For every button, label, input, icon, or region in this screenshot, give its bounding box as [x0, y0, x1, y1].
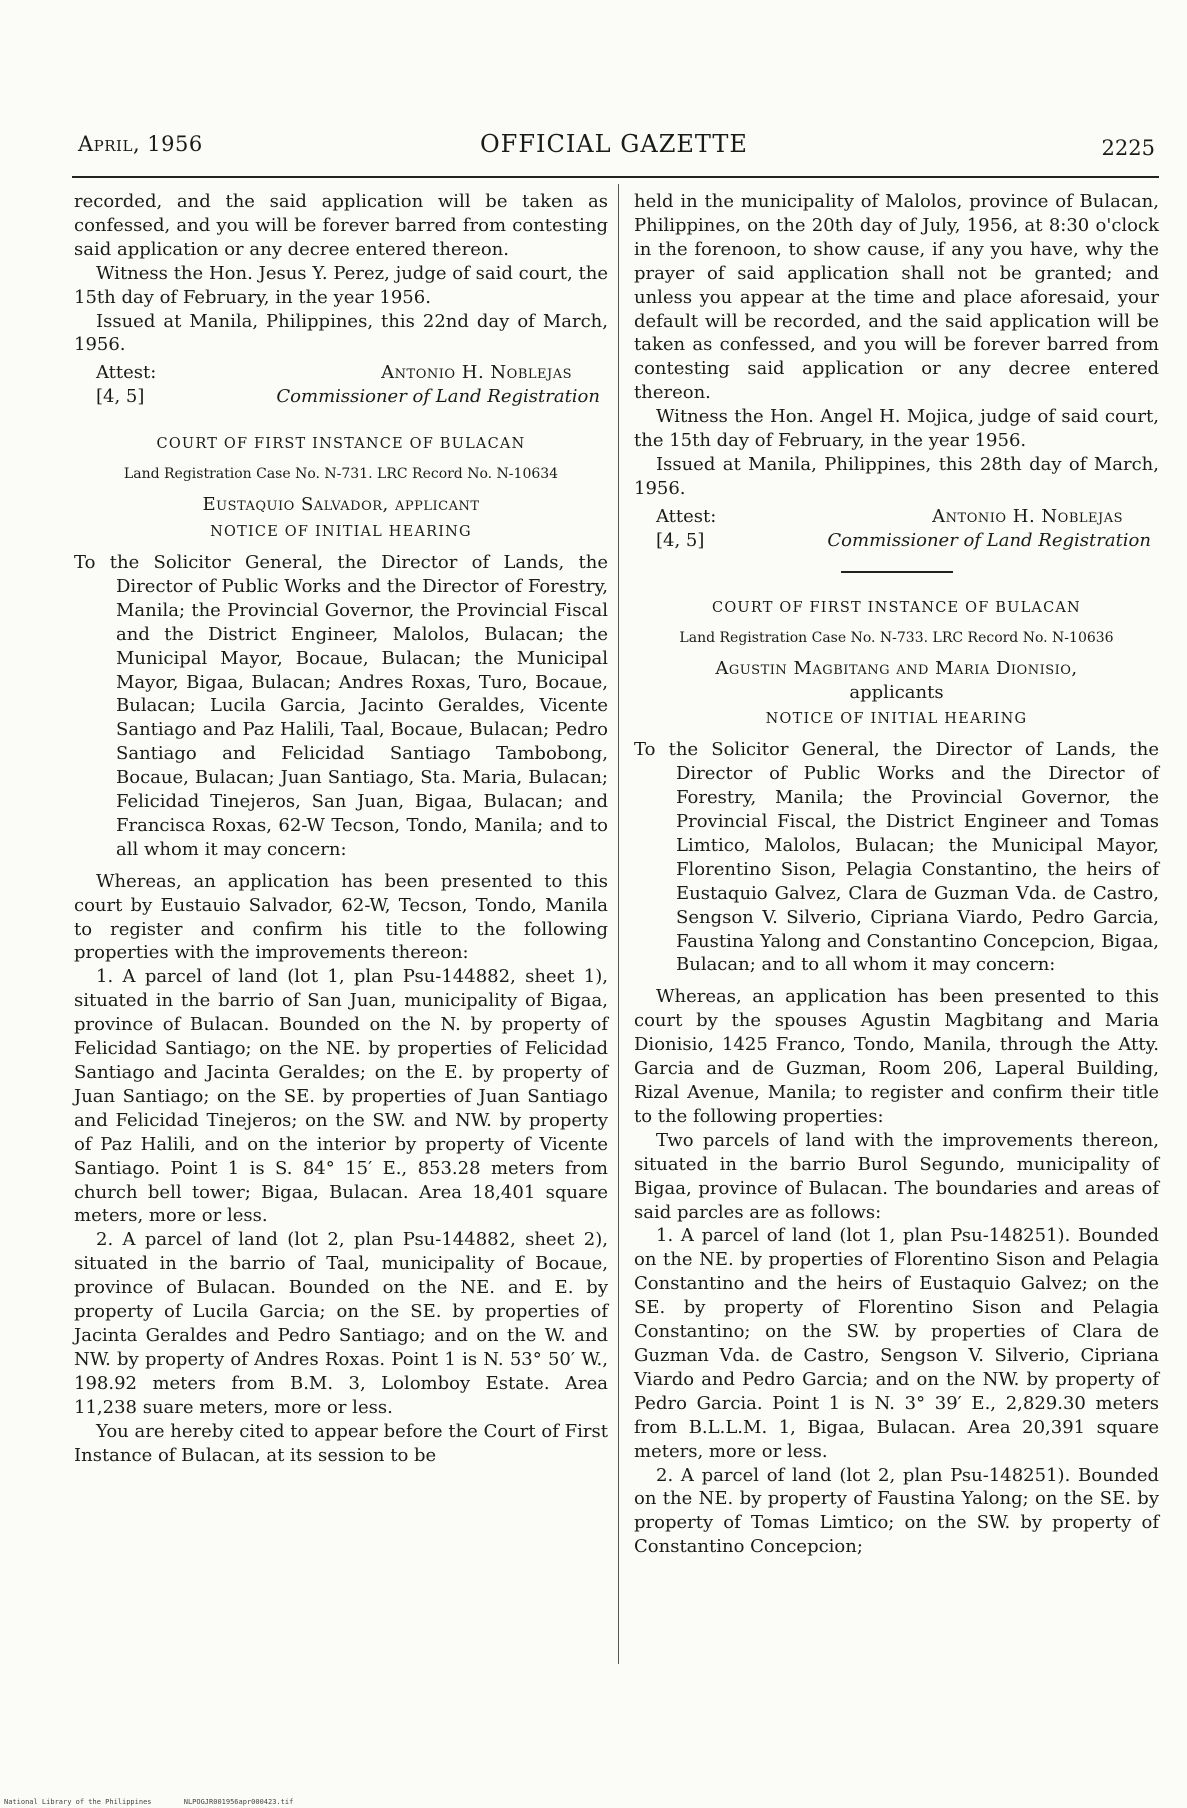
case-number: Land Registration Case No. N-733. LRC Record No. N-10636 [679, 629, 1114, 646]
cited-paragraph: You are hereby cited to appear before the Court of First Instance of Bulacan, at its session to be [74, 1420, 608, 1466]
column-divider [618, 184, 619, 1664]
issued-paragraph: Issued at Manila, Philippines, this 28th day of March, 1956. [634, 453, 1159, 499]
file-name: NLPOGJR001956apr000423.tif [183, 1798, 294, 1806]
whereas-paragraph: Whereas, an application has been presented to this court by the spouses Agustin Magbitang and Maria Dionisio, 1425 Franco, Tondo, Manila, through the Atty. Garcia and de Guzman, Room 206, Laperal Building, Rizal Avenue, Manila; to register and confirm their title to the following properties: [634, 986, 1159, 1127]
notice-heading: NOTICE OF INITIAL HEARING [210, 524, 472, 541]
witness-paragraph: Witness the Hon. Jesus Y. Perez, judge of said court, the 15th day of February, in the year 1956. [74, 262, 608, 308]
applicant-name: Agustin Magbitang and Maria Dionisio, [715, 657, 1078, 679]
court-heading: COURT OF FIRST INSTANCE OF BULACAN [156, 436, 526, 453]
case-number: Land Registration Case No. N-731. LRC Record No. N-10634 [123, 466, 559, 483]
attest-title: Commissioner of Land Registration [276, 386, 600, 408]
header-date: April, 1956 [78, 132, 203, 156]
left-column [74, 190, 608, 1467]
header-rule [72, 176, 1159, 178]
issue-number: [4, 5] [96, 386, 145, 408]
header-title: OFFICIAL GAZETTE [480, 130, 748, 158]
right-column [634, 190, 1159, 1559]
paragraph: held in the municipality of Malolos, province of Bulacan, Philippines, on the 20th day of July, 1956, at 8:30 o'clock in the forenoon, to show cause, if any you have, why the prayer of said application shall not be granted; and unless you appear at the time and place aforesaid, your default will be recorded, and the said application will be taken as confessed, and you will be forever barred from contesting said application or any decree entered thereon. [634, 191, 1159, 404]
attest-name: Antonio H. Noblejas [381, 362, 572, 384]
issue-number: [4, 5] [656, 529, 705, 551]
applicant-role: applicants [849, 681, 944, 703]
court-heading: COURT OF FIRST INSTANCE OF BULACAN [712, 599, 1081, 616]
attest-block [634, 505, 1159, 553]
notice-heading: NOTICE OF INITIAL HEARING [765, 711, 1028, 728]
whereas-paragraph: Whereas, an application has been presented to this court by Eustauio Salvador, 62-W, Tecson, Tondo, Manila to register and confirm his title to the following properties with the improvements thereon: [74, 870, 608, 964]
parcel-item: 1. A parcel of land (lot 1, plan Psu-144882, sheet 1), situated in the barrio of San Juan, municipality of Bigaa, province of Bulacan. Bounded on the N. by property of Felicidad Santiago; on the NE. by properties of Felicidad Santiago and Jacinta Geraldes; on the E. by property of Juan Santiago; on the SE. by properties of Juan Santiago and Felicidad Tinejeros; on the SW. and NW. by property of Paz Halili, and on the interior by property of Vicente Santiago. Point 1 is S. 84° 15′ E., 853.28 meters from church bell tower; Bigaa, Bulacan. Area 18,401 square meters, more or less. [74, 966, 608, 1227]
parcel-item: 2. A parcel of land (lot 2, plan Psu-144882, sheet 2), situated in the barrio of Taal, municipality of Bocaue, province of Bulacan. Bounded on the NE. and E. by property of Lucila Garcia; on the SE. by properties of Jacinta Geraldes and Pedro Santiago; and on the W. and NW. by property of Andres Roxas. Point 1 is N. 53° 50′ W., 198.92 meters from B.M. 3, Lolomboy Estate. Area 11,238 suare meters, more or less. [74, 1229, 608, 1418]
applicant-name: Eustaquio Salvador, applicant [202, 494, 480, 516]
page-header [78, 126, 1155, 166]
attest-name: Antonio H. Noblejas [932, 505, 1123, 527]
library-credit: National Library of the Philippines [4, 1798, 152, 1806]
paragraph: recorded, and the said application will be taken as confessed, and you will be forever barred from contesting said application or any decree entered thereon. [74, 191, 608, 260]
attest-label: Attest: [96, 362, 157, 384]
addressees-paragraph: To the Solicitor General, the Director of Lands, the Director of Public Works and the Director of Forestry, Manila; the Provincial Governor, the Provincial Fiscal and the District Engineer, Malolos, Bulacan; the Municipal Mayor, Bocaue, Bulacan; the Municipal Mayor, Bigaa, Bulacan; Andres Roxas, Turo, Bocaue, Bulacan; Lucila Garcia, Jacinto Geraldes, Vicente Santiago and Paz Halili, Taal, Bocaue, Bulacan; Pedro Santiago and Felicidad Santiago Tambobong, Bocaue, Bulacan; Juan Santiago, Sta. Maria, Bulacan; Felicidad Tinejeros, San Juan, Bigaa, Bulacan; and Francisca Roxas, 62-W Tecson, Tondo, Manila; and to all whom it may concern: [74, 551, 608, 860]
issued-paragraph: Issued at Manila, Philippines, this 22nd day of March, 1956. [74, 310, 608, 356]
section-divider [841, 571, 953, 573]
parcel-item: 1. A parcel of land (lot 1, plan Psu-148251). Bounded on the NE. by properties of Florentino Sison and Pelagia Constantino and the heirs of Eustaquio Galvez; on the SE. by property of Florentino Sison and Pelagia Constantino; on the SW. by properties of Clara de Guzman Vda. de Castro, Sengson V. Silverio, Cipriana Viardo and Pedro Garcia; and on the NW. by property of Pedro Garcia. Point 1 is N. 3° 39′ E., 2,829.30 meters from B.L.L.M. 1, Bigaa, Bulacan. Area 20,391 square meters, more or less. [634, 1225, 1159, 1462]
parcel-item: 2. A parcel of land (lot 2, plan Psu-148251). Bounded on the NE. by property of Faustina Yalong; on the SE. by property of Tomas Limtico; on the SW. by property of Constantino Concepcion; [634, 1464, 1159, 1558]
attest-title: Commissioner of Land Registration [827, 529, 1151, 551]
attest-label: Attest: [656, 505, 717, 527]
witness-paragraph: Witness the Hon. Angel H. Mojica, judge of said court, the 15th day of February, in the year 1956. [634, 406, 1159, 452]
addressees-paragraph: To the Solicitor General, the Director of Lands, the Director of Public Works and the Director of Forestry, Manila; the Provincial Governor, the Provincial Fiscal, the District Engineer and Tomas Limtico, Malolos, Bulacan; the Municipal Mayor, Florentino Sison, Pelagia Constantino, the heirs of Eustaquio Galvez, Clara de Guzman Vda. de Castro, Sengson V. Silverio, Cipriana Viardo, Pedro Garcia, Faustina Yalong and Constantino Concepcion, Bigaa, Bulacan; and to all whom it may concern: [634, 739, 1159, 976]
header-page-number: 2225 [1101, 136, 1155, 160]
attest-block [74, 361, 608, 409]
parcels-paragraph: Two parcels of land with the improvements thereon, situated in the barrio Burol Segundo, municipality of Bigaa, province of Bulacan. The boundaries and areas of said parcles are as follows: [634, 1129, 1159, 1223]
scan-footer [4, 1798, 321, 1806]
